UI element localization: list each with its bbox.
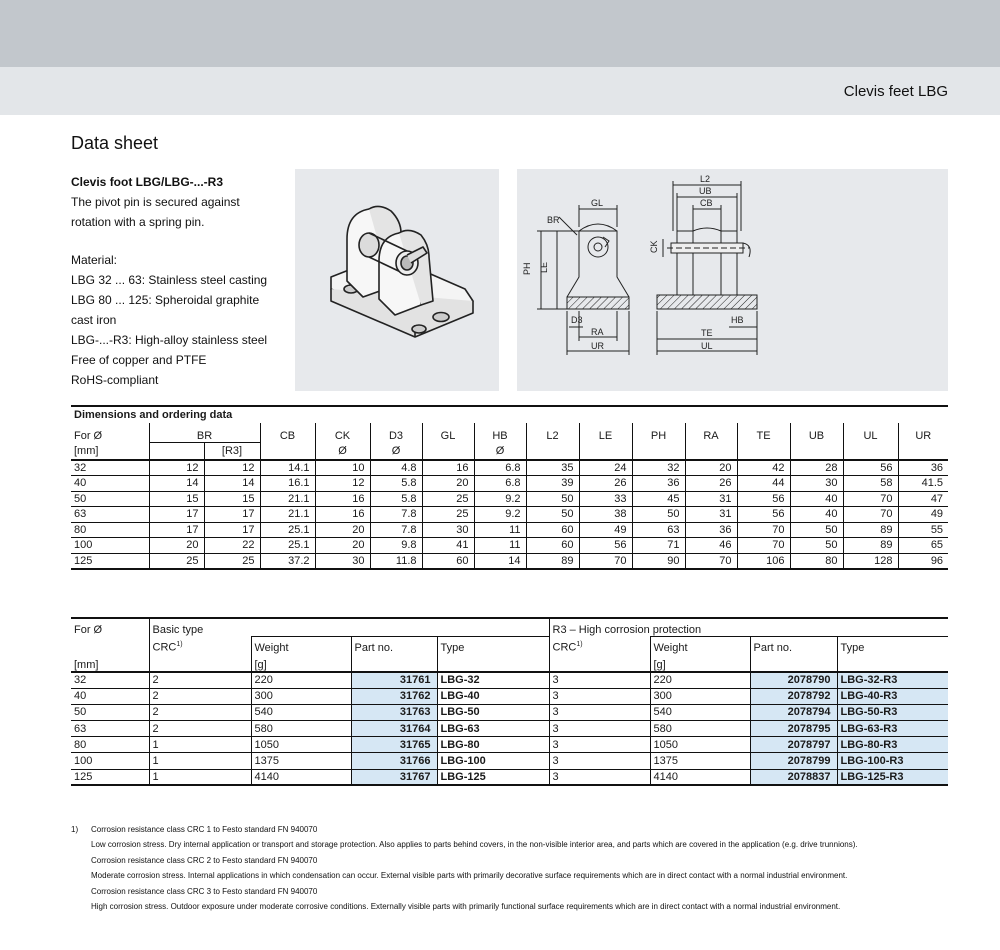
col-header: CB xyxy=(260,423,315,442)
cell-l2: 60 xyxy=(526,522,579,538)
table-row xyxy=(71,460,948,476)
col-header-crc: CRC$^{1)}$ xyxy=(149,636,251,654)
dim-label: RA xyxy=(591,327,604,337)
cell-ur: 47 xyxy=(898,491,948,507)
cell-br: 25 xyxy=(149,553,204,569)
cell-crc: 1 xyxy=(149,769,251,785)
col-header: For Ø xyxy=(74,430,103,442)
cell-type-r3: LBG-80-R3 xyxy=(837,737,948,753)
cell-ra: 36 xyxy=(685,522,737,538)
cell-d3: 7.8 xyxy=(370,522,422,538)
dimensions-table xyxy=(71,405,948,570)
cell-ub: 30 xyxy=(790,476,843,492)
cell-crc: 1 xyxy=(149,753,251,769)
product-description xyxy=(71,172,286,390)
cell-d3: 7.8 xyxy=(370,507,422,523)
cell-weight-r3: 300 xyxy=(650,688,750,704)
cell-for: 50 xyxy=(71,704,149,720)
col-header-crc: CRC$^{1)}$ xyxy=(549,636,650,654)
material-line: LBG 32 ... 63: Stainless steel casting xyxy=(71,273,268,287)
cell-ur: 49 xyxy=(898,507,948,523)
cell-te: 70 xyxy=(737,522,790,538)
cell-ra: 46 xyxy=(685,538,737,554)
col-header: Part no. xyxy=(351,636,437,654)
cell-type-r3: LBG-63-R3 xyxy=(837,721,948,737)
footnote-line: High corrosion stress. Outdoor exposure under moderate corrosive conditions. Externally visible parts with primarily functional surface requirements which are in direct contact with a normal industrial environment. xyxy=(91,902,841,912)
col-header: TE xyxy=(737,423,790,442)
cell-ra: 31 xyxy=(685,507,737,523)
cell-ra: 20 xyxy=(685,460,737,476)
cell-ul: 89 xyxy=(843,522,898,538)
cell-type-r3: LBG-50-R3 xyxy=(837,704,948,720)
col-header: HB xyxy=(474,423,526,442)
cell-for: 100 xyxy=(71,753,149,769)
cell-ph: 71 xyxy=(632,538,685,554)
cell-d3: 11.8 xyxy=(370,553,422,569)
cell-weight: 580 xyxy=(251,721,351,737)
cell-ub: 40 xyxy=(790,491,843,507)
cell-ub: 40 xyxy=(790,507,843,523)
col-header: L2 xyxy=(526,423,579,442)
cell-gl: 25 xyxy=(422,507,474,523)
cell-l2: 60 xyxy=(526,538,579,554)
cell-ub: 28 xyxy=(790,460,843,476)
material-line: LBG-...-R3: High-alloy stainless steel xyxy=(71,333,268,347)
cell-weight: 220 xyxy=(251,672,351,688)
footnote-line: Moderate corrosion stress. Internal applications in which condensation can occur. External visible parts with primarily decorative surface requirements which are in direct contact with a normal industrial environment. xyxy=(91,871,848,881)
cell-br-r3: 14 xyxy=(204,476,260,492)
cell-cb: 21.1 xyxy=(260,491,315,507)
cell-type-r3: LBG-125-R3 xyxy=(837,769,948,785)
cell-d3: 9.8 xyxy=(370,538,422,554)
cell-gl: 30 xyxy=(422,522,474,538)
cell-crc-r3: 3 xyxy=(549,737,650,753)
cell-weight-r3: 580 xyxy=(650,721,750,737)
cell-for: 50 xyxy=(71,491,149,507)
cell-le: 38 xyxy=(579,507,632,523)
group-header-basic: Basic type xyxy=(149,618,549,636)
cell-le: 70 xyxy=(579,553,632,569)
cell-ck: 16 xyxy=(315,491,370,507)
cell-br: 17 xyxy=(149,522,204,538)
cell-hb: 9.2 xyxy=(474,507,526,523)
table-row xyxy=(71,704,948,720)
cell-ra: 31 xyxy=(685,491,737,507)
cell-for: 63 xyxy=(71,507,149,523)
dim-label: TE xyxy=(701,328,713,338)
table-row xyxy=(71,522,948,538)
footnote-line: Corrosion resistance class CRC 3 to Festo standard FN 940070 xyxy=(91,886,318,896)
top-banner xyxy=(0,0,1000,67)
material-line: RoHS-compliant xyxy=(71,373,159,387)
cell-hb: 11 xyxy=(474,522,526,538)
col-header: UR xyxy=(898,423,948,442)
table-row xyxy=(71,672,948,688)
cell-ph: 50 xyxy=(632,507,685,523)
dim-label: D3 xyxy=(571,315,583,325)
cell-hb: 9.2 xyxy=(474,491,526,507)
col-header: GL xyxy=(422,423,474,442)
cell-l2: 89 xyxy=(526,553,579,569)
diameter-symbol: Ø xyxy=(315,442,370,460)
cell-type-r3: LBG-100-R3 xyxy=(837,753,948,769)
table-row xyxy=(71,769,948,785)
cell-for: 40 xyxy=(71,688,149,704)
table-title: Dimensions and ordering data xyxy=(71,406,948,423)
cell-for: 100 xyxy=(71,538,149,554)
cell-part-r3: 2078797 xyxy=(750,737,837,753)
dim-label: UB xyxy=(699,186,712,196)
page-title: Data sheet xyxy=(71,133,159,153)
cell-cb: 25.1 xyxy=(260,538,315,554)
ordering-table xyxy=(71,617,948,786)
cell-ul: 56 xyxy=(843,460,898,476)
cell-te: 42 xyxy=(737,460,790,476)
cell-ph: 36 xyxy=(632,476,685,492)
cell-type: LBG-100 xyxy=(437,753,549,769)
footnote-line: Corrosion resistance class CRC 1 to Festo standard FN 940070 xyxy=(91,825,318,834)
cell-weight-r3: 4140 xyxy=(650,769,750,785)
dim-label: BR xyxy=(547,215,560,225)
cell-crc-r3: 3 xyxy=(549,672,650,688)
cell-ub: 80 xyxy=(790,553,843,569)
cell-weight-r3: 1375 xyxy=(650,753,750,769)
cell-ck: 10 xyxy=(315,460,370,476)
cell-ur: 36 xyxy=(898,460,948,476)
cell-cb: 21.1 xyxy=(260,507,315,523)
description-line: rotation with a spring pin. xyxy=(71,215,205,229)
footnote-line: Corrosion resistance class CRC 2 to Festo standard FN 940070 xyxy=(91,855,318,865)
cell-ph: 32 xyxy=(632,460,685,476)
cell-type: LBG-80 xyxy=(437,737,549,753)
cell-d3: 5.8 xyxy=(370,476,422,492)
table-row xyxy=(71,737,948,753)
cell-for: 40 xyxy=(71,476,149,492)
dim-label: UR xyxy=(591,341,604,351)
cell-for: 125 xyxy=(71,769,149,785)
cell-crc-r3: 3 xyxy=(549,769,650,785)
dim-label: CK xyxy=(649,240,659,253)
cell-hb: 14 xyxy=(474,553,526,569)
dim-label: CB xyxy=(700,198,713,208)
cell-ur: 65 xyxy=(898,538,948,554)
cell-part: 31766 xyxy=(351,753,437,769)
col-header: Weight xyxy=(650,636,750,654)
cell-br: 14 xyxy=(149,476,204,492)
cell-ck: 20 xyxy=(315,522,370,538)
material-line: LBG 80 ... 125: Spheroidal graphite xyxy=(71,293,260,307)
cell-crc-r3: 3 xyxy=(549,753,650,769)
material-line: Free of copper and PTFE xyxy=(71,353,207,367)
material-line: Material: xyxy=(71,253,118,267)
table-row xyxy=(71,491,948,507)
cell-part-r3: 2078799 xyxy=(750,753,837,769)
cell-part: 31767 xyxy=(351,769,437,785)
cell-cb: 16.1 xyxy=(260,476,315,492)
cell-hb: 6.8 xyxy=(474,460,526,476)
cell-part-r3: 2078792 xyxy=(750,688,837,704)
dim-label: L2 xyxy=(700,174,711,184)
dim-label: GL xyxy=(591,198,604,208)
cell-crc-r3: 3 xyxy=(549,688,650,704)
cell-part-r3: 2078790 xyxy=(750,672,837,688)
cell-part-r3: 2078837 xyxy=(750,769,837,785)
cell-ck: 20 xyxy=(315,538,370,554)
header-bar xyxy=(0,67,1000,115)
col-header: Type xyxy=(837,636,948,654)
cell-weight-r3: 220 xyxy=(650,672,750,688)
cell-l2: 50 xyxy=(526,507,579,523)
cell-crc-r3: 3 xyxy=(549,721,650,737)
clevis-foot-illustration xyxy=(295,169,499,391)
cell-cb: 14.1 xyxy=(260,460,315,476)
col-header: BR xyxy=(149,423,260,442)
cell-weight: 1375 xyxy=(251,753,351,769)
cell-type: LBG-40 xyxy=(437,688,549,704)
cell-ck: 16 xyxy=(315,507,370,523)
cell-gl: 41 xyxy=(422,538,474,554)
cell-br-r3: 15 xyxy=(204,491,260,507)
table-row xyxy=(71,538,948,554)
cell-ph: 90 xyxy=(632,553,685,569)
footnote-line: Low corrosion stress. Dry internal application or transport and storage protection. Also applies to parts behind covers, in the non-visible interior area, and parts which are covered in the application (e.g. drive trunnions). xyxy=(91,840,858,850)
table-row xyxy=(71,721,948,737)
cell-le: 26 xyxy=(579,476,632,492)
cell-l2: 39 xyxy=(526,476,579,492)
cell-part-r3: 2078794 xyxy=(750,704,837,720)
col-header: LE xyxy=(579,423,632,442)
cell-ul: 128 xyxy=(843,553,898,569)
cell-for: 125 xyxy=(71,553,149,569)
cell-te: 56 xyxy=(737,507,790,523)
cell-type-r3: LBG-32-R3 xyxy=(837,672,948,688)
col-header: Weight xyxy=(251,636,351,654)
cell-ul: 89 xyxy=(843,538,898,554)
cell-ul: 58 xyxy=(843,476,898,492)
cell-ck: 30 xyxy=(315,553,370,569)
description-line: The pivot pin is secured against xyxy=(71,195,240,209)
cell-br: 15 xyxy=(149,491,204,507)
cell-te: 70 xyxy=(737,538,790,554)
cell-br-r3: 17 xyxy=(204,522,260,538)
table-row xyxy=(71,753,948,769)
cell-gl: 16 xyxy=(422,460,474,476)
cell-weight: 300 xyxy=(251,688,351,704)
cell-part-r3: 2078795 xyxy=(750,721,837,737)
table-row xyxy=(71,553,948,569)
cell-crc: 2 xyxy=(149,704,251,720)
cell-le: 56 xyxy=(579,538,632,554)
cell-crc: 2 xyxy=(149,721,251,737)
cell-br-r3: 17 xyxy=(204,507,260,523)
dimension-drawing xyxy=(517,169,948,391)
cell-weight-r3: 540 xyxy=(650,704,750,720)
section-title: Clevis feet LBG xyxy=(843,83,948,100)
dim-label: UL xyxy=(701,341,713,351)
cell-part: 31761 xyxy=(351,672,437,688)
cell-ph: 63 xyxy=(632,522,685,538)
cell-d3: 4.8 xyxy=(370,460,422,476)
dimensions-table-body xyxy=(71,460,948,569)
cell-cb: 25.1 xyxy=(260,522,315,538)
product-image xyxy=(295,169,499,391)
cell-crc: 2 xyxy=(149,688,251,704)
diameter-symbol: Ø xyxy=(370,442,422,460)
cell-br: 20 xyxy=(149,538,204,554)
cell-br-r3: 22 xyxy=(204,538,260,554)
dim-label: LE xyxy=(539,261,549,273)
col-header: Part no. xyxy=(750,636,837,654)
cell-for: 32 xyxy=(71,672,149,688)
col-header: UB xyxy=(790,423,843,442)
cell-ub: 50 xyxy=(790,522,843,538)
col-header: [R3] xyxy=(204,442,260,460)
footnotes xyxy=(71,822,948,914)
cell-br: 12 xyxy=(149,460,204,476)
dimension-drawing-svg xyxy=(517,169,948,391)
unit-header: [mm] xyxy=(71,442,149,460)
cell-le: 33 xyxy=(579,491,632,507)
col-header: Type xyxy=(437,636,549,654)
cell-gl: 20 xyxy=(422,476,474,492)
cell-for: 80 xyxy=(71,522,149,538)
cell-hb: 6.8 xyxy=(474,476,526,492)
unit-header: [g] xyxy=(251,654,351,672)
cell-crc: 1 xyxy=(149,737,251,753)
cell-cb: 37.2 xyxy=(260,553,315,569)
cell-weight-r3: 1050 xyxy=(650,737,750,753)
table-row xyxy=(71,476,948,492)
col-header: UL xyxy=(843,423,898,442)
cell-type-r3: LBG-40-R3 xyxy=(837,688,948,704)
footnote-mark: 1) xyxy=(71,825,79,834)
cell-part: 31763 xyxy=(351,704,437,720)
cell-crc-r3: 3 xyxy=(549,704,650,720)
cell-type: LBG-32 xyxy=(437,672,549,688)
cell-part: 31765 xyxy=(351,737,437,753)
cell-le: 49 xyxy=(579,522,632,538)
cell-type: LBG-125 xyxy=(437,769,549,785)
col-header: RA xyxy=(685,423,737,442)
cell-br: 17 xyxy=(149,507,204,523)
col-header: PH xyxy=(632,423,685,442)
cell-hb: 11 xyxy=(474,538,526,554)
cell-l2: 35 xyxy=(526,460,579,476)
cell-ub: 50 xyxy=(790,538,843,554)
ordering-table-body xyxy=(71,672,948,785)
dim-label: HB xyxy=(731,315,744,325)
cell-crc: 2 xyxy=(149,672,251,688)
cell-ra: 70 xyxy=(685,553,737,569)
cell-weight: 4140 xyxy=(251,769,351,785)
table-row xyxy=(71,507,948,523)
cell-weight: 540 xyxy=(251,704,351,720)
cell-te: 44 xyxy=(737,476,790,492)
diameter-symbol: Ø xyxy=(474,442,526,460)
cell-br-r3: 25 xyxy=(204,553,260,569)
cell-l2: 50 xyxy=(526,491,579,507)
cell-ph: 45 xyxy=(632,491,685,507)
cell-part: 31762 xyxy=(351,688,437,704)
cell-ck: 12 xyxy=(315,476,370,492)
cell-te: 56 xyxy=(737,491,790,507)
cell-weight: 1050 xyxy=(251,737,351,753)
col-header: CK xyxy=(315,423,370,442)
table-row xyxy=(71,688,948,704)
cell-type: LBG-50 xyxy=(437,704,549,720)
cell-br-r3: 12 xyxy=(204,460,260,476)
cell-ur: 96 xyxy=(898,553,948,569)
cell-for: 32 xyxy=(71,460,149,476)
cell-gl: 60 xyxy=(422,553,474,569)
cell-type: LBG-63 xyxy=(437,721,549,737)
group-header-r3: R3 – High corrosion protection xyxy=(549,618,948,636)
col-header: For Ø xyxy=(71,618,149,636)
dim-label: PH xyxy=(522,262,532,275)
cell-ra: 26 xyxy=(685,476,737,492)
unit-header: [mm] xyxy=(71,654,149,672)
cell-ur: 41.5 xyxy=(898,476,948,492)
description-heading: Clevis foot LBG/LBG-...-R3 xyxy=(71,175,224,189)
cell-for: 63 xyxy=(71,721,149,737)
cell-te: 106 xyxy=(737,553,790,569)
cell-for: 80 xyxy=(71,737,149,753)
cell-ul: 70 xyxy=(843,491,898,507)
cell-part: 31764 xyxy=(351,721,437,737)
cell-gl: 25 xyxy=(422,491,474,507)
cell-le: 24 xyxy=(579,460,632,476)
material-line: cast iron xyxy=(71,313,117,327)
cell-ul: 70 xyxy=(843,507,898,523)
cell-ur: 55 xyxy=(898,522,948,538)
cell-d3: 5.8 xyxy=(370,491,422,507)
unit-header: [g] xyxy=(650,654,750,672)
col-header: D3 xyxy=(370,423,422,442)
